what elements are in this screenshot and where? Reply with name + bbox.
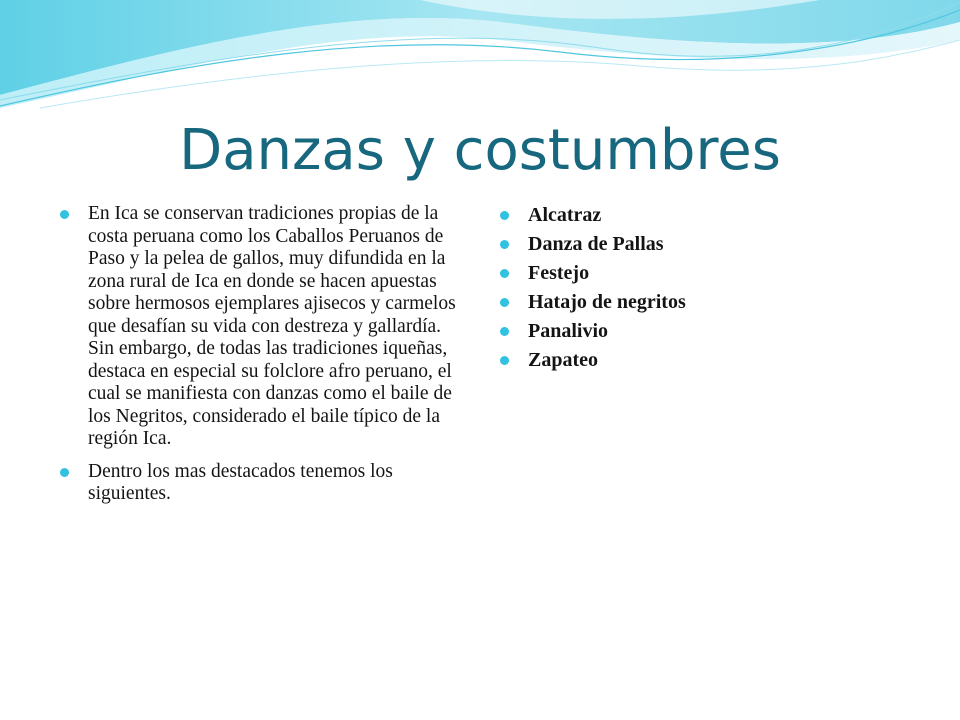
list-item-text: Dentro los mas destacados tenemos los siguientes. [88,460,393,504]
dance-list-item [500,348,900,373]
right-content-column [500,203,900,377]
slide-title: Danzas y costumbres [179,118,781,183]
dance-list-item [500,319,900,344]
bullet-dot-icon [500,269,509,278]
dance-name: Hatajo de negritos [528,291,686,313]
bullet-dot-icon [500,298,509,307]
header-wave-decoration [0,0,960,130]
dance-list-item [500,203,900,228]
bullet-dot-icon [60,210,69,219]
bullet-dot-icon [500,356,509,365]
bullet-dot-icon [500,240,509,249]
bullet-dot-icon [500,211,509,220]
bullet-dot-icon [60,468,69,477]
dance-list-item [500,232,900,257]
left-content-column [60,203,470,516]
dance-name: Zapateo [528,349,598,371]
list-item-text: En Ica se conservan tradiciones propias de la costa peruana como los Caballos Peruanos de Paso y la pelea de gallos, muy difundida en la zona rural de Ica en donde se hacen apuestas sobre hermosos ejemplares ajisecos y carmelos que desafían su vida con destreza y gallardía. Sin embargo, de todas las tradiciones iqueñas, destaca en especial su folclore afro peruano, el cual se manifiesta con danzas como el baile de los Negritos, considerado el baile típico de la región Ica. [88,203,456,449]
list-item [60,461,470,506]
bullet-dot-icon [500,327,509,336]
dance-name: Alcatraz [528,204,602,226]
list-item [60,203,470,451]
dance-name: Panalivio [528,320,609,342]
dance-name: Danza de Pallas [528,233,664,255]
dance-list [500,203,900,373]
dance-list-item [500,290,900,315]
dance-name: Festejo [528,262,590,284]
dance-list-item [500,261,900,286]
left-bullet-list [60,203,470,506]
